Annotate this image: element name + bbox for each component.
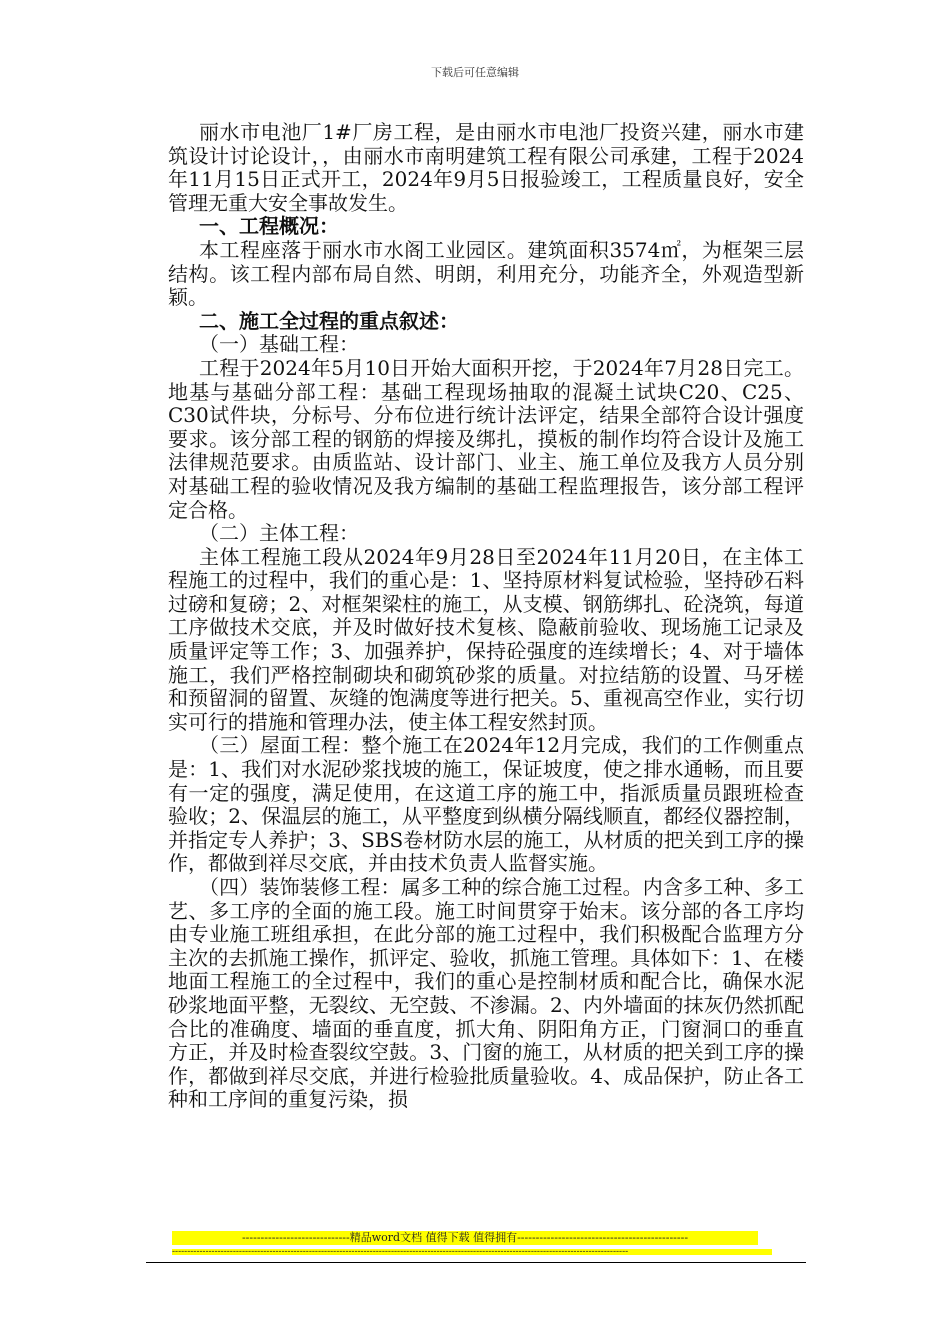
main-structure-paragraph: 主体工程施工段从2024年9月28日至2024年11月20日，在主体工程施工的过程中，我们的重心是：1、坚持原材料复试检验，坚持砂石料过磅和复磅；2、对框架梁柱的施工，从支模、钢筋绑扎、砼浇筑，每道工序做技术交底，并及时做好技术复核、隐蔽前验收、现场施工记录及质量评定等工作；3、加强养护，保持砼强度的连续增长；4、对于墙体施工，我们严格控制砌块和砌筑砂浆的质量。对拉结筋的设置、马牙槎和预留洞的留置、灰缝的饱满度等进行把关。5、重视高空作业，实行切实可行的措施和管理办法，使主体工程安然封顶。	[168, 544, 804, 734]
intro-paragraph: 丽水市电池厂1#厂房工程，是由丽水市电池厂投资兴建，丽水市建筑设计讨论设计，，由丽水市南明建筑工程有限公司承建，工程于2024年11月15日正式开工，2024年9月5日报验竣工，工程质量良好，安全管理无重大安全事故发生。	[168, 120, 804, 215]
subheading-main-structure: （二）主体工程：	[199, 521, 359, 546]
page-header: 下载后可任意编辑	[431, 66, 519, 79]
document-body	[168, 121, 804, 1112]
subheading-foundation: （一）基础工程：	[199, 332, 359, 357]
section-heading-overview: 一、工程概况：	[199, 214, 339, 239]
overview-paragraph: 本工程座落于丽水市水阁工业园区。建筑面积3574㎡，为框架三层结构。该工程内部布局自然、明朗，利用充分，功能齐全，外观造型新颖。	[168, 237, 804, 310]
footer-rule	[146, 1262, 806, 1263]
foundation-paragraph: 工程于2024年5月10日开始大面积开挖，于2024年7月28日完工。地基与基础分部工程：基础工程现场抽取的混凝土试块C20、C25、C30试件块，分标号、分布位进行统计法评定，结果全部符合设计强度要求。该分部工程的钢筋的焊接及绑扎，摸板的制作均符合设计及施工法律规范要求。由质监站、设计部门、业主、施工单位及我方人员分别对基础工程的验收情况及我方编制的基础工程监理报告，该分部工程评定合格。	[168, 355, 804, 522]
section-heading-process: 二、施工全过程的重点叙述：	[199, 308, 459, 333]
roof-paragraph: （三）屋面工程：整个施工在2024年12月完成，我们的工作侧重点是：1、我们对水泥砂浆找坡的施工，保证坡度，使之排水通畅，而且要有一定的强度，满足使用，在这道工序的施工中，指派质量员跟班检查验收；2、保温层的施工，从平整度到纵横分隔线顺直，都经仪器控制，并指定专人养护；3、SBS卷材防水层的施工，从材质的把关到工序的操作，都做到祥尽交底，并由技术负责人监督实施。	[168, 733, 804, 876]
footer-dash-line: ------------------------------------------------------------------------------------------------------------------------------------------------------	[172, 1249, 772, 1255]
decoration-paragraph: （四）装饰装修工程：属多工种的综合施工过程。内含多工种、多工艺、多工序的全面的施工段。施工时间贯穿于始末。该分部的各工序均由专业施工班组承担，在此分部的施工过程中，我们积极配合监理方分主次的去抓施工操作，抓评定、验收，抓施工管理。具体如下：1、在楼地面工程施工的全过程中，我们的重心是控制材质和配合比，确保水泥砂浆地面平整，无裂纹、无空鼓、不渗漏。2、内外墙面的抹灰仍然抓配合比的准确度、墙面的垂直度，抓大角、阴阳角方正，门窗洞口的垂直方正，并及时检查裂纹空鼓。3、门窗的施工，从材质的把关到工序的操作，都做到祥尽交底，并进行检验批质量验收。4、成品保护，防止各工种和工序间的重复污染，损	[168, 875, 804, 1112]
footer-banner: -----------------------------精品word文档 值得下载 值得拥有----------------------------------------------	[172, 1231, 758, 1245]
